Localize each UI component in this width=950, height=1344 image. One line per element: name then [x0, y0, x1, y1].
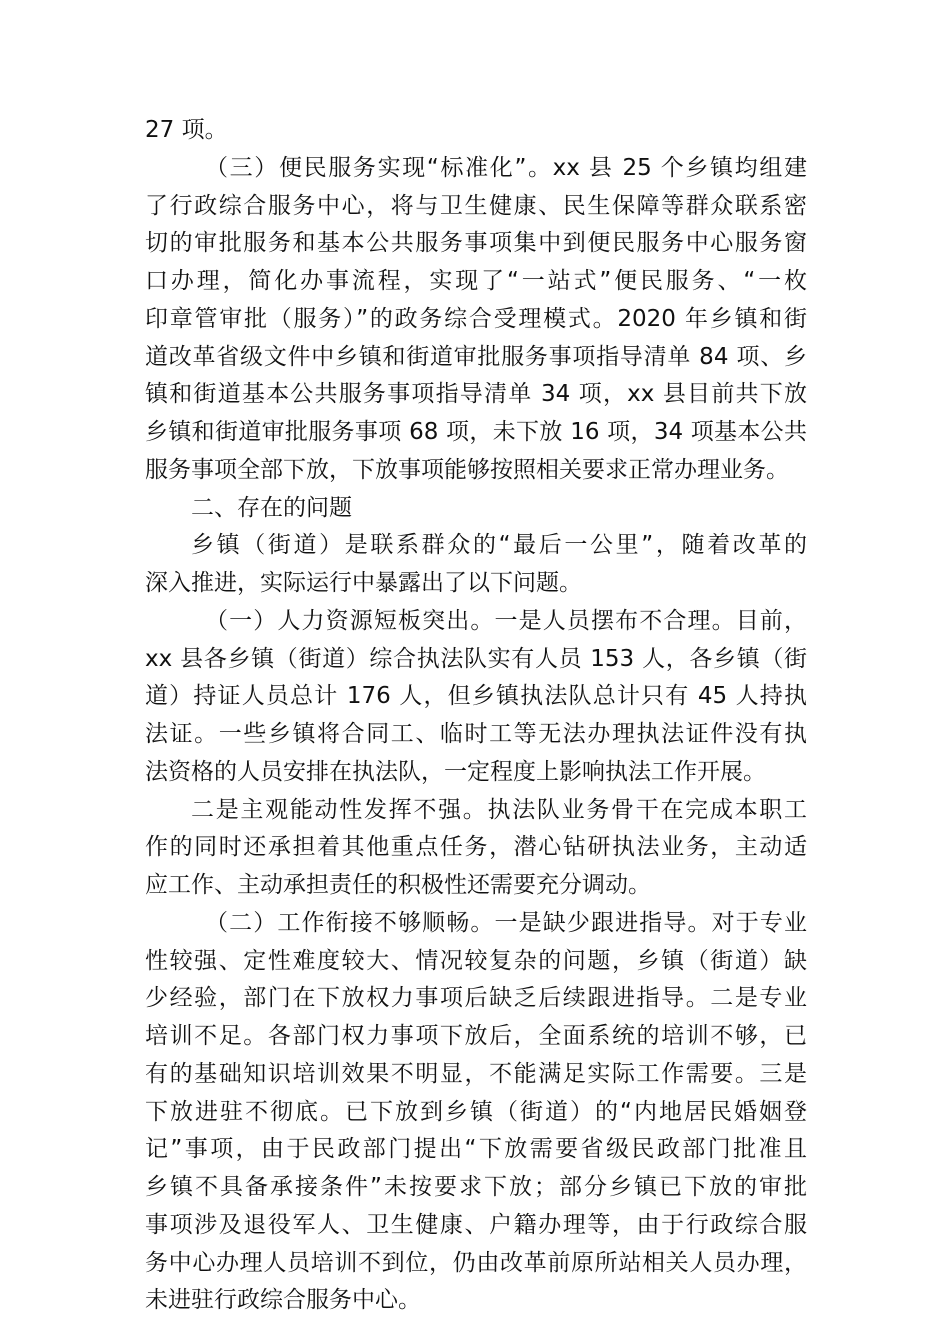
subsection-heading-line: （三）便民服务实现“标准化”。xx 县 25 个乡镇均组建: [205, 154, 807, 181]
text-line: 法证。一些乡镇将合同工、临时工等无法办理执法证件没有执: [145, 721, 807, 747]
text-line: 二是主观能动性发挥不强。执法队业务骨干在完成本职工: [191, 796, 807, 823]
text-line: 了行政综合服务中心，将与卫生健康、民生保障等群众联系密: [145, 192, 807, 219]
text-line: 事项涉及退役军人、卫生健康、户籍办理等，由于行政综合服: [145, 1211, 807, 1238]
text-line: 法资格的人员安排在执法队，一定程度上影响执法工作开展。: [145, 758, 766, 785]
text-line: 口办理，简化办事流程，实现了“一站式”便民服务、“一枚: [145, 268, 807, 294]
subsection-heading-line: （一）人力资源短板突出。一是人员摆布不合理。目前，: [205, 607, 807, 634]
text-line: 乡镇和街道审批服务事项 68 项，未下放 16 项，34 项基本公共: [145, 419, 807, 445]
text-line: xx 县各乡镇（街道）综合执法队实有人员 153 人，各乡镇（街: [145, 645, 807, 672]
text-line: 服务事项全部下放，下放事项能够按照相关要求正常办理业务。: [145, 456, 789, 483]
text-line: 乡镇不具备承接条件”未按要求下放；部分乡镇已下放的审批: [145, 1174, 807, 1200]
body-text: [145, 112, 807, 1320]
text-line: 27 项。: [145, 117, 228, 143]
text-line: 镇和街道基本公共服务事项指导清单 34 项，xx 县目前共下放: [145, 381, 807, 408]
text-line: 切的审批服务和基本公共服务事项集中到便民服务中心服务窗: [145, 230, 807, 257]
text-line: 乡镇（街道）是联系群众的“最后一公里”，随着改革的: [191, 532, 807, 559]
section-heading: 二、存在的问题: [191, 494, 352, 521]
text-line: 作的同时还承担着其他重点任务，潜心钻研执法业务，主动适: [145, 834, 807, 861]
text-line: 务中心办理人员培训不到位，仍由改革前原所站相关人员办理，: [145, 1249, 807, 1276]
text-line: 道改革省级文件中乡镇和街道审批服务事项指导清单 84 项、乡: [145, 343, 807, 370]
text-line: 记”事项，由于民政部门提出“下放需要省级民政部门批准且: [145, 1136, 807, 1163]
text-line: 下放进驻不彻底。已下放到乡镇（街道）的“内地居民婚姻登: [145, 1098, 807, 1125]
text-line: 应工作、主动承担责任的积极性还需要充分调动。: [145, 872, 651, 898]
text-line: 有的基础知识培训效果不明显，不能满足实际工作需要。三是: [145, 1060, 807, 1087]
text-line: 未进驻行政综合服务中心。: [145, 1287, 421, 1314]
text-line: 培训不足。各部门权力事项下放后，全面系统的培训不够，已: [145, 1023, 807, 1049]
text-line: 道）持证人员总计 176 人，但乡镇执法队总计只有 45 人持执: [145, 683, 807, 710]
text-line: 少经验，部门在下放权力事项后缺乏后续跟进指导。二是专业: [145, 985, 807, 1012]
subsection-heading-line: （二）工作衔接不够顺畅。一是缺少跟进指导。对于专业: [205, 909, 807, 936]
text-line: 深入推进，实际运行中暴露出了以下问题。: [145, 570, 582, 596]
text-line: 性较强、定性难度较大、情况较复杂的问题，乡镇（街道）缺: [145, 947, 807, 974]
text-line: 印章管审批（服务）”的政务综合受理模式。2020 年乡镇和街: [145, 305, 807, 332]
